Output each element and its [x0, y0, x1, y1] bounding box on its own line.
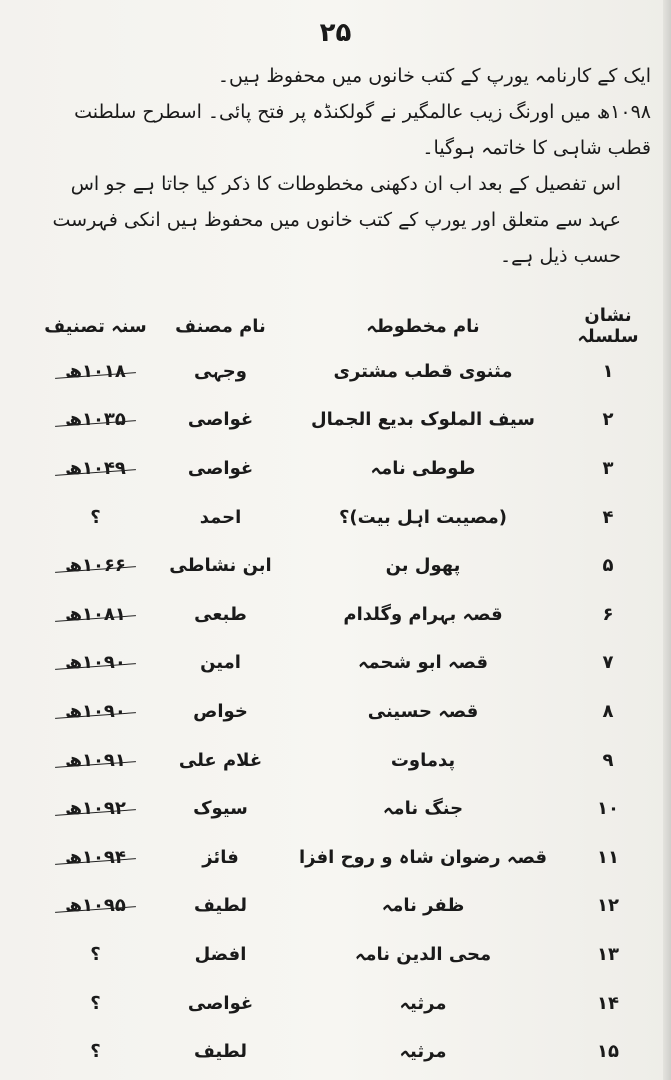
cell-title: ظفر نامہ [381, 895, 465, 917]
cell-title: قصہ رضوان شاہ و روح افزا [298, 846, 548, 868]
cell-serial: ۱۵ [597, 1041, 619, 1063]
cell-serial: ۱۳ [597, 943, 619, 965]
cell-title: جنگ نامہ [382, 798, 464, 820]
cell-author: وجہی [194, 360, 247, 382]
header-serial: نشان سلسلہ [577, 305, 639, 347]
cell-title: قصہ حسینی [367, 700, 479, 722]
cell-serial: ۱۱ [597, 846, 619, 868]
cell-title: مثنوی قطب مشتری [333, 360, 513, 382]
cell-year [33, 784, 158, 833]
table-row [33, 639, 653, 688]
table-row [33, 687, 653, 736]
header-title: نام مخطوطہ [366, 315, 480, 337]
year-value [61, 652, 130, 673]
paragraph-2: ۱۰۹۸ھ میں اورنگ زیب عالمگیر نے گولکنڈہ پر فتح پائی۔ اسطرح سلطنت قطب شاہی کا خاتمہ ہوگیا۔ [74, 101, 651, 159]
cell-title: طوطی نامہ [370, 457, 476, 479]
cell-author: خواص [193, 700, 248, 722]
table-row [33, 979, 653, 1028]
cell-year [33, 590, 158, 639]
year-text: ۱۰۹۲ھ [65, 798, 126, 820]
cell-year [33, 639, 158, 688]
cell-title: قصہ ابو شحمہ [357, 652, 489, 674]
year-value [61, 895, 130, 916]
cell-author: لطیف [193, 895, 248, 917]
year-text: ۱۰۹۰ھ [65, 700, 126, 722]
year-value [61, 750, 130, 771]
cell-serial: ۷ [602, 652, 614, 674]
cell-title: پدماوت [390, 749, 456, 771]
year-text: ۱۰۹۵ھ [65, 895, 126, 917]
cell-title: محی الدین نامہ [354, 943, 492, 965]
cell-year [33, 396, 158, 445]
cell-title: مرثیہ [399, 1041, 447, 1063]
cell-serial: ۲ [602, 409, 614, 431]
cell-year: ؟ [90, 1041, 101, 1063]
year-text: ۱۰۸۱ھ [65, 603, 126, 625]
cell-serial: ۱۴ [597, 992, 619, 1014]
cell-serial: ۵ [602, 555, 614, 577]
cell-author: سیوک [193, 798, 248, 820]
year-text: ۱۰۴۹ھ [65, 457, 126, 479]
cell-author: طبعی [194, 603, 247, 625]
cell-serial: ۱۰ [597, 798, 619, 820]
header-year: سنہ تصنیف [44, 315, 147, 337]
cell-year [33, 347, 158, 396]
table-row [33, 396, 653, 445]
paragraph-1: ایک کے کارنامہ یورپ کے کتب خانوں میں محفوظ ہیں۔ [217, 65, 651, 87]
cell-serial: ۳ [602, 457, 614, 479]
year-text: ۱۰۱۸ھ [65, 360, 126, 382]
cell-author: غواصی [187, 457, 254, 479]
cell-year: ؟ [90, 506, 101, 528]
table-row [33, 882, 653, 931]
cell-year: ؟ [90, 992, 101, 1014]
cell-year [33, 687, 158, 736]
year-text: ۱۰۹۴ھ [65, 846, 126, 868]
year-value [61, 847, 130, 868]
cell-author: امین [200, 652, 241, 674]
header-author: نام مصنف [175, 315, 266, 337]
table-body [33, 347, 653, 1076]
cell-serial: ۱ [602, 360, 614, 382]
cell-title: (مصیبت اہل بیت)؟ [338, 506, 507, 528]
table-row [33, 347, 653, 396]
cell-author: ابن نشاطی [169, 555, 272, 577]
year-text: ۱۰۹۱ھ [65, 749, 126, 771]
cell-title: سیف الملوک بدیع الجمال [311, 409, 535, 431]
cell-serial: ۹ [602, 749, 614, 771]
table-row [33, 590, 653, 639]
body-text [41, 58, 651, 274]
table-row [33, 736, 653, 785]
table-row [33, 930, 653, 979]
table-header-row [33, 305, 653, 347]
page-edge [663, 0, 671, 1080]
cell-title: پھول بن [385, 555, 461, 577]
year-value [61, 701, 130, 722]
cell-year [33, 833, 158, 882]
cell-title: قصہ بہرام وگلدام [343, 603, 503, 625]
cell-author: افضل [194, 943, 247, 965]
table-row [33, 833, 653, 882]
year-text: ۱۰۹۰ھ [65, 652, 126, 674]
cell-year [33, 882, 158, 931]
table-row [33, 784, 653, 833]
cell-year: ؟ [90, 943, 101, 965]
year-value [61, 361, 130, 382]
table-row [33, 444, 653, 493]
cell-serial: ۱۲ [597, 895, 619, 917]
cell-serial: ۴ [602, 506, 614, 528]
year-value [61, 409, 130, 430]
table-row [33, 541, 653, 590]
cell-serial: ۸ [602, 700, 614, 722]
manuscript-table [33, 305, 653, 1076]
cell-title: مرثیہ [399, 992, 447, 1014]
table-row [33, 1027, 653, 1076]
year-value [61, 555, 130, 576]
cell-author: احمد [199, 506, 242, 528]
cell-year [33, 736, 158, 785]
cell-author: غواصی [187, 992, 254, 1014]
year-value [61, 798, 130, 819]
cell-year [33, 541, 158, 590]
cell-serial: ۶ [602, 603, 614, 625]
table-row [33, 493, 653, 542]
cell-author: غواصی [187, 409, 254, 431]
cell-year [33, 444, 158, 493]
year-text: ۱۰۳۵ھ [65, 409, 126, 431]
cell-author: فائز [202, 846, 239, 868]
year-value [61, 458, 130, 479]
page-number: ۲۵ [319, 18, 352, 48]
paragraph-3: اس تفصیل کے بعد اب ان دکھنی مخطوطات کا ذکر کیا جاتا ہے جو اس عہد سے متعلق اور یورپ کے کتب خانوں میں محفوظ ہیں انکی فہرست حسب ذیل ہے۔ [52, 173, 621, 267]
year-text: ۱۰۶۶ھ [65, 555, 126, 577]
cell-author: غلام علی [178, 749, 263, 771]
year-value [61, 604, 130, 625]
cell-author: لطیف [193, 1041, 248, 1063]
